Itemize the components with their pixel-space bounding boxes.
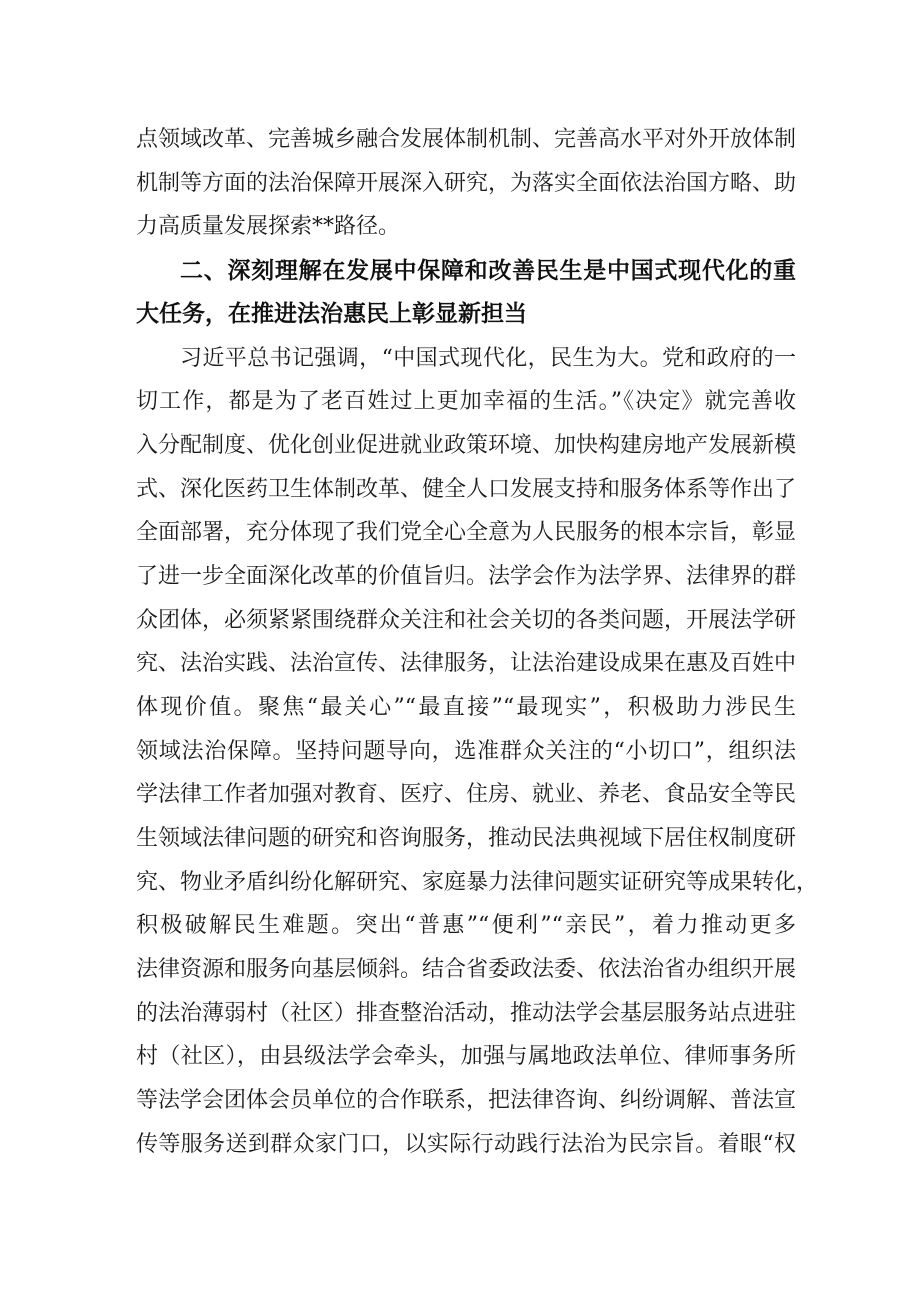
- paragraph-line: 领域法治保障。坚持问题导向，选准群众关注的“小切口”，组织法: [136, 739, 796, 764]
- paragraph-line: 村（社区），由县级法学会牵头，加强与属地政法单位、律师事务所: [136, 1044, 796, 1069]
- paragraph-line: 学法律工作者加强对教育、医疗、住房、就业、养老、食品安全等民: [136, 782, 797, 807]
- section-heading: 大任务，在推进法治惠民上彰显新担当: [136, 301, 527, 327]
- paragraph-line: 机制等方面的法治保障开展深入研究，为落实全面依法治国方略、助: [136, 171, 797, 196]
- paragraph-line: 体现价值。聚焦“最关心”“最直接”“最现实”，积极助力涉民生: [136, 695, 796, 720]
- paragraph-line: 众团体，必须紧紧围绕群众关注和社会关切的各类问题，开展法学研: [136, 608, 797, 633]
- paragraph-line: 点领域改革、完善城乡融合发展体制机制、完善高水平对外开放体制: [136, 127, 797, 152]
- paragraph-line: 法律资源和服务向基层倾斜。结合省委政法委、依法治省办组织开展: [136, 957, 797, 982]
- paragraph-line: 究、物业矛盾纠纷化解研究、家庭暴力法律问题实证研究等成果转化，: [136, 870, 819, 895]
- paragraph-line: 的法治薄弱村（社区）排查整治活动，推动法学会基层服务站点进驻: [136, 1001, 797, 1026]
- paragraph-line: 积极破解民生难题。突出“普惠”“便利”“亲民”，着力推动更多: [136, 913, 796, 938]
- paragraph-line: 传等服务送到群众家门口，以实际行动践行法治为民宗旨。着眼“权: [136, 1132, 796, 1157]
- paragraph-line: 力高质量发展探索**路径。: [136, 214, 401, 239]
- paragraph-line: 等法学会团体会员单位的合作联系，把法律咨询、纠纷调解、普法宣: [136, 1088, 797, 1113]
- paragraph-line: 式、深化医药卫生体制改革、健全人口发展支持和服务体系等作出了: [136, 477, 797, 502]
- paragraph-line: 究、法治实践、法治宣传、法律服务，让法治建设成果在惠及百姓中: [136, 651, 797, 676]
- paragraph-line: 入分配制度、优化创业促进就业政策环境、加快构建房地产发展新模: [136, 433, 797, 458]
- paragraph-line: 全面部署，充分体现了我们党全心全意为人民服务的根本宗旨，彰显: [136, 520, 797, 545]
- paragraph-line: 生领域法律问题的研究和咨询服务，推动民法典视域下居住权制度研: [136, 826, 797, 851]
- section-heading: 二、深刻理解在发展中保障和改善民生是中国式现代化的重: [180, 258, 796, 284]
- paragraph-line: 切工作，都是为了老百姓过上更加幸福的生活。”《决定》就完善收: [136, 389, 796, 414]
- paragraph-line: 了进一步全面深化改革的价值旨归。法学会作为法学界、法律界的群: [136, 564, 797, 589]
- paragraph-line: 习近平总书记强调，“中国式现代化，民生为大。党和政府的一: [180, 346, 796, 371]
